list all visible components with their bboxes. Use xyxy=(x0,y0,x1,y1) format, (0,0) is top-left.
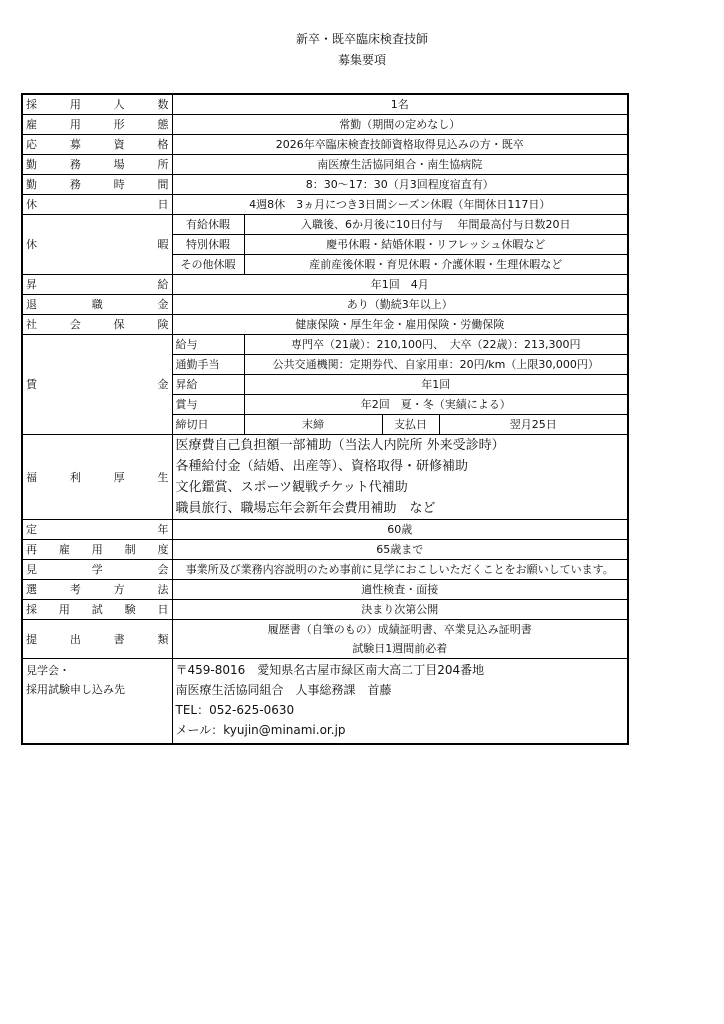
row-shokyu xyxy=(22,275,628,295)
row-taishokukin xyxy=(22,295,628,315)
label-koyo-keitai: 雇用形態 xyxy=(22,115,172,135)
document-subtitle: 募集要項 xyxy=(337,53,386,67)
row-kyuka-yukyu xyxy=(22,215,628,235)
label-chingin: 賃金 xyxy=(22,335,172,435)
row-shakai-hoken xyxy=(22,315,628,335)
label-kengakukai: 見学会 xyxy=(22,560,172,580)
moshikomi-org: 南医療生活協同組合 人事総務課 首藤 xyxy=(175,683,392,697)
label-saikoyo: 再雇用制度 xyxy=(22,540,172,560)
row-kinmu-jikan xyxy=(22,175,628,195)
value-moshikomi xyxy=(172,659,628,745)
value-saiyo-shiken: 決まり次第公開 xyxy=(172,600,628,620)
label-shokyu: 昇給 xyxy=(22,275,172,295)
value-sonota: 産前産後休暇・育児休暇・介護休暇・生理休暇など xyxy=(244,255,628,275)
teishutsu-line: 試験日1週間前必着 xyxy=(352,642,448,655)
label-shiharaibi: 支払日 xyxy=(382,415,439,435)
sub-label-kyuyo: 給与 xyxy=(172,335,244,355)
label-taishokukin: 退職金 xyxy=(22,295,172,315)
label-teishutsu: 提出書類 xyxy=(22,620,172,659)
label-senko-hoho: 選考方法 xyxy=(22,580,172,600)
value-saiyo-ninzu: 1名 xyxy=(172,94,628,115)
sub-label-tokubetsu: 特別休暇 xyxy=(172,235,244,255)
label-obo-shikaku: 応募資格 xyxy=(22,135,172,155)
row-koyo-keitai xyxy=(22,115,628,135)
label-saiyo-shiken: 採用試験日 xyxy=(22,600,172,620)
value-obo-shikaku: 2026年卒臨床検査技師資格取得見込みの方・既卒 xyxy=(172,135,628,155)
value-chingin-shokyu: 年1回 xyxy=(244,375,628,395)
label-fukuri: 福利厚生 xyxy=(22,435,172,520)
row-saiyo-ninzu xyxy=(22,94,628,115)
row-teishutsu xyxy=(22,620,628,659)
value-fukuri xyxy=(172,435,628,520)
value-shoyo: 年2回 夏・冬（実績による） xyxy=(244,395,628,415)
value-shimebi: 末締 xyxy=(244,415,382,435)
sub-label-shoyo: 賞与 xyxy=(172,395,244,415)
fukuri-line: 医療費自己負担額一部補助（当法人内院所 外来受診時） xyxy=(175,438,505,453)
moshikomi-email: メール：kyujin@minami.or.jp xyxy=(175,723,346,737)
sub-label-yukyu: 有給休暇 xyxy=(172,215,244,235)
sub-label-tsukin: 通勤手当 xyxy=(172,355,244,375)
value-saikoyo: 65歳まで xyxy=(172,540,628,560)
label-kinmu-jikan: 勤務時間 xyxy=(22,175,172,195)
sub-label-shimebi: 締切日 xyxy=(172,415,244,435)
moshikomi-address: 〒459-8016 愛知県名古屋市緑区南大高二丁目204番地 xyxy=(175,663,485,677)
moshikomi-tel: TEL：052-625-0630 xyxy=(175,703,295,717)
label-shakai-hoken: 社会保険 xyxy=(22,315,172,335)
value-teinen: 60歳 xyxy=(172,520,628,540)
value-tokubetsu: 慶弔休暇・結婚休暇・リフレッシュ休暇など xyxy=(244,235,628,255)
fukuri-line: 各種給付金（結婚、出産等）、資格取得・研修補助 xyxy=(175,459,469,474)
row-teinen xyxy=(22,520,628,540)
value-taishokukin: あり（勤続3年以上） xyxy=(172,295,628,315)
requirements-table xyxy=(21,93,629,745)
row-kengakukai xyxy=(22,560,628,580)
document-title: 新卒・既卒臨床検査技師 xyxy=(295,32,428,46)
row-saikoyo xyxy=(22,540,628,560)
moshikomi-label-line: 採用試験申し込み先 xyxy=(26,683,125,696)
value-kyujitsu: 4週8休 3ヵ月につき3日間シーズン休暇（年間休日117日） xyxy=(172,195,628,215)
value-shakai-hoken: 健康保険・厚生年金・雇用保険・労働保険 xyxy=(172,315,628,335)
value-shiharaibi: 翌月25日 xyxy=(439,415,628,435)
moshikomi-label-line: 見学会・ xyxy=(26,664,70,677)
label-kyujitsu: 休日 xyxy=(22,195,172,215)
fukuri-line: 文化鑑賞、スポーツ観戦チケット代補助 xyxy=(175,480,408,495)
label-kinmu-basho: 勤務場所 xyxy=(22,155,172,175)
row-kyujitsu xyxy=(22,195,628,215)
value-kinmu-jikan: 8：30〜17：30（月3回程度宿直有） xyxy=(172,175,628,195)
sub-label-sonota: その他休暇 xyxy=(172,255,244,275)
label-kyuka: 休暇 xyxy=(22,215,172,275)
sub-label-chingin-shokyu: 昇給 xyxy=(172,375,244,395)
value-shokyu: 年1回 4月 xyxy=(172,275,628,295)
fukuri-line: 職員旅行、職場忘年会新年会費用補助 など xyxy=(175,501,436,516)
value-kyuyo: 専門卒（21歳）：210,100円、 大卒（22歳）：213,300円 xyxy=(244,335,628,355)
label-moshikomi xyxy=(22,659,172,745)
row-fukuri xyxy=(22,435,628,520)
row-senko-hoho xyxy=(22,580,628,600)
value-koyo-keitai: 常勤（期間の定めなし） xyxy=(172,115,628,135)
value-teishutsu xyxy=(172,620,628,659)
value-kengakukai: 事業所及び業務内容説明のため事前に見学におこしいただくことをお願いしています。 xyxy=(172,560,628,580)
row-chingin-kyuyo xyxy=(22,335,628,355)
teishutsu-line: 履歴書（自筆のもの）成績証明書、卒業見込み証明書 xyxy=(267,623,532,636)
value-senko-hoho: 適性検査・面接 xyxy=(172,580,628,600)
row-kinmu-basho xyxy=(22,155,628,175)
value-tsukin: 公共交通機関：定期券代、自家用車：20円/km（上限30,000円） xyxy=(244,355,628,375)
label-saiyo-ninzu: 採用人数 xyxy=(22,94,172,115)
row-obo-shikaku xyxy=(22,135,628,155)
row-moshikomi xyxy=(22,659,628,745)
row-saiyo-shiken xyxy=(22,600,628,620)
value-kinmu-basho: 南医療生活協同組合・南生協病院 xyxy=(172,155,628,175)
label-teinen: 定年 xyxy=(22,520,172,540)
value-yukyu: 入職後、6か月後に10日付与 年間最高付与日数20日 xyxy=(244,215,628,235)
